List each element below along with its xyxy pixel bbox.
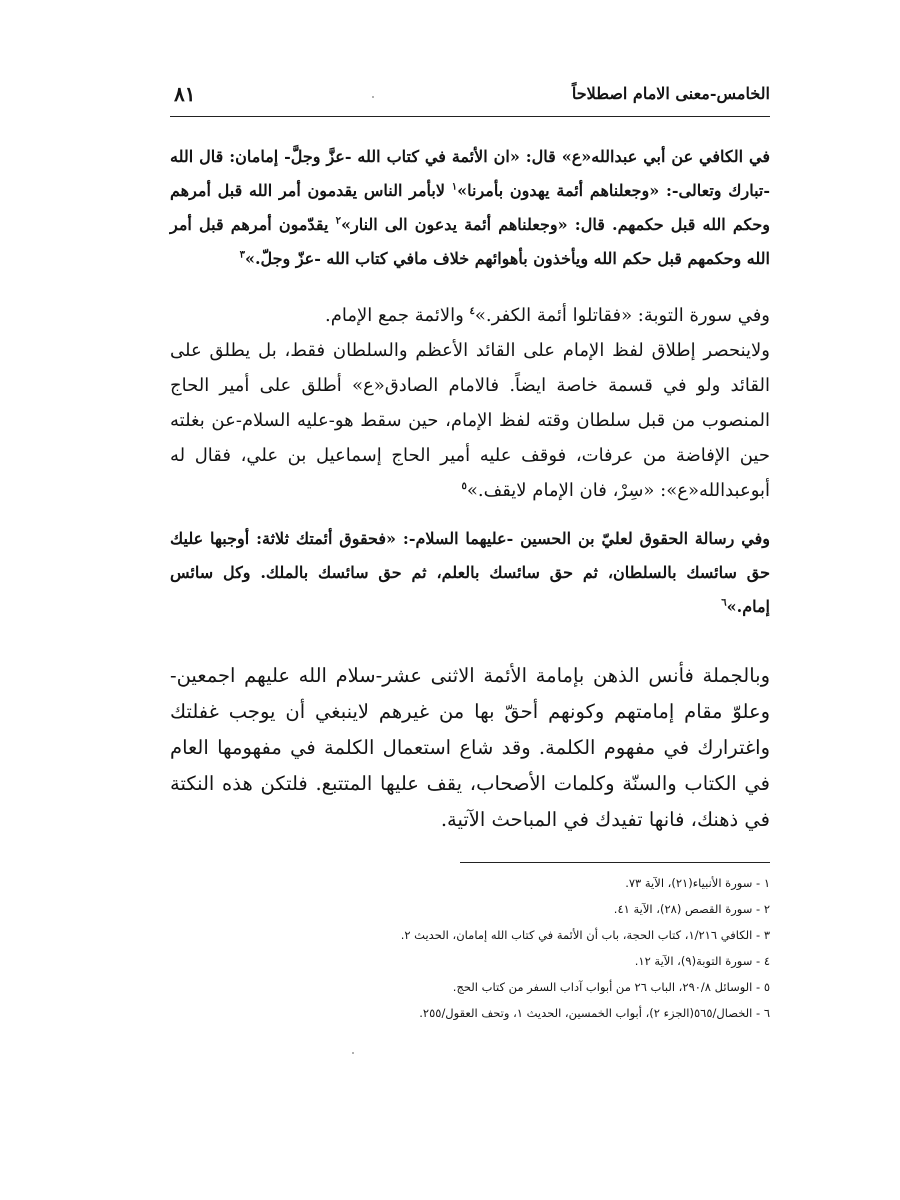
chapter-title: الخامس-معنى الامام اصطلاحاً [571, 84, 770, 103]
paragraph-text: يقدّمون أمرهم قبل أمر الله وحكمهم قبل حكم الله ويأخذون بأهوائهم خلاف مافي كتاب الله -عزّ وجلّ.» [170, 215, 770, 268]
paragraph-conclusion: وبالجملة فأنس الذهن بإمامة الأئمة الاثنى عشر-سلام الله عليهم اجمعين- وعلوّ مقام إمامتهم وكونهم أحقّ بها من غيرهم لاينبغي أن يوجب غفلتك واغترارك في مفهوم الكلمة. وقد شاع استعمال الكلمة في مفهومها العام في الكتاب والسنّة وكلمات الأصحاب، يقف عليها المتتبع. فلتكن هذه النكتة في ذهنك، فانها تفيدك في المباحث الآتية. [170, 664, 770, 831]
footnote-item: ٣ - الكافي ١/٢١٦، كتاب الحجة، باب أن الأئمة في كتاب الله إمامان، الحديث ٢. [400, 928, 770, 942]
paragraph-text: وفي رسالة الحقوق لعليّ بن الحسين -عليهما السلام-: «فحقوق أئمتك ثلاثة: أوجبها عليك حق سائسك بالسلطان، ثم حق سائسك بالعلم، ثم حق سائسك بالملك. وكل سائس إمام.» [170, 529, 770, 616]
footnotes-list [300, 870, 770, 1026]
footnote-item: ٢ - سورة القصص (٢٨)، الآية ٤١. [613, 902, 770, 916]
footnote-item: ٤ - سورة التوبة(٩)، الآية ١٢. [634, 954, 770, 968]
header-rule [170, 116, 770, 117]
footnote-ref: ٦ [721, 597, 727, 609]
paragraph-tawba [170, 298, 770, 333]
running-header [170, 80, 770, 114]
footnote-ref: ١ [451, 181, 458, 193]
footnote-ref: ٣ [239, 249, 245, 261]
body-text [170, 140, 770, 838]
footnote-item: ١ - سورة الأنبياء(٢١)، الآية ٧٣. [625, 876, 770, 890]
paragraph-text: في الكافي عن أبي عبدالله«ع» قال: «ان الأئمة في كتاب الله -عزَّ وجلَّ- إمامان: قال الله -تبارك وتعالى-: «وجعلناهم أئمة يهدون بأمرنا» [170, 147, 771, 200]
footnote-rule [460, 862, 770, 863]
paragraph-text: لابأمر الناس يقدمون أمر الله قبل أمرهم وحكم الله قبل حكمهم. قال: «وجعلناهم أئمة يدعون الى النار» [170, 181, 770, 234]
paragraph-text: والائمة جمع الإمام. [324, 305, 470, 326]
footnote-item: ٦ - الخصال/٥٦٥(الجزء ٢)، أبواب الخمسين، الحديث ١، وتحف العقول/٢٥٥. [419, 1006, 770, 1020]
footnote-ref: ٥ [461, 481, 467, 492]
footnote-ref: ٤ [469, 306, 475, 317]
paragraph-usage [170, 333, 770, 508]
paragraph-text: ولاينحصر إطلاق لفظ الإمام على القائد الأعظم والسلطان فقط، بل يطلق على القائد ولو في قسمة خاصة ايضاً. فالامام الصادق«ع» أطلق على أمير الحاج المنصوب من قبل سلطان وقته لفظ الإمام، حين سقط هو-عليه السلام-عن بغلته حين الإفاضة من عرفات، فوقف عليه أمير الحاج إسماعيل بن علي، فقال له أبوعبدالله«ع»: «سِرْ، فان الإمام لايقف.» [170, 340, 770, 501]
paragraph-kafi-hadith [170, 140, 770, 276]
paragraph-huquq [170, 522, 770, 624]
footnote-item: ٥ - الوسائل ٢٩٠/٨، الباب ٢٦ من أبواب آداب السفر من كتاب الحج. [452, 980, 770, 994]
scan-speck [352, 1052, 354, 1054]
paragraph-text: وفي سورة التوبة: «فقاتلوا أئمة الكفر.» [474, 305, 770, 326]
page-number: ٨١ [174, 82, 196, 106]
footnote-ref: ٢ [335, 215, 341, 227]
scan-speck [372, 96, 374, 98]
